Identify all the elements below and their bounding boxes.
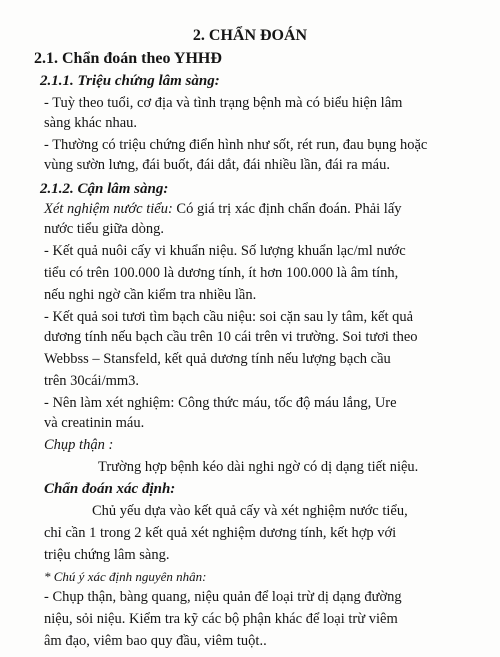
definitive-diagnosis-heading: Chẩn đoán xác định: [44,481,176,497]
paragraph-line: - Kết quả nuôi cấy vi khuẩn niệu. Số lượng khuẩn lạc/ml nước [44,243,406,259]
urine-test-text: Có giá trị xác định chẩn đoán. Phải lấy [172,201,402,217]
paragraph-line: - Tuỳ theo tuổi, cơ địa và tình trạng bệnh mà có biểu hiện lâm [44,95,403,111]
paragraph-line: triệu chứng lâm sàng. [44,547,170,563]
paragraph-line: dương tính nếu bạch cầu trên 10 cái trên vi trường. Soi tươi theo [44,329,418,345]
section-heading: 2.1. Chẩn đoán theo YHHĐ [34,50,222,67]
paragraph-line: Webbss – Stansfeld, kết quả dương tính nếu lượng bạch cầu [44,351,391,367]
paragraph-line: - Nên làm xét nghiệm: Công thức máu, tốc độ máu lắng, Ure [44,395,397,411]
subsection-heading-clinical: 2.1.1. Triệu chứng lâm sàng: [40,73,220,89]
subsection-heading-paraclinical: 2.1.2. Cận lâm sàng: [40,181,169,197]
paragraph-line: tiểu có trên 100.000 là dương tính, ít hơn 100.000 là âm tính, [44,265,399,281]
paragraph-line: âm đạo, viêm bao quy đầu, viêm tuột.. [44,633,267,649]
cause-note-heading: * Chú ý xác định nguyên nhân: [44,569,207,584]
paragraph-line: sàng khác nhau. [44,115,138,131]
paragraph-line: - Thường có triệu chứng điển hình như sốt, rét run, đau bụng hoặc [44,137,428,153]
paragraph-line: chỉ cần 1 trong 2 kết quả xét nghiệm dương tính, kết hợp với [44,525,397,541]
paragraph-line: Chủ yếu dựa vào kết quả cấy và xét nghiệm nước tiểu, [92,503,408,519]
paragraph-line [44,200,402,218]
paragraph-line: Trường hợp bệnh kéo dài nghi ngờ có dị dạng tiết niệu. [98,459,419,475]
paragraph-line: - Chụp thận, bàng quang, niệu quản để loại trừ dị dạng đường [44,589,402,605]
paragraph-line: niệu, sỏi niệu. Kiểm tra kỹ các bộ phận khác để loại trừ viêm [44,611,398,627]
paragraph-line: nước tiểu giữa dòng. [44,221,165,237]
paragraph-line: và creatinin máu. [44,415,145,431]
kidney-xray-label: Chụp thận : [44,437,114,453]
chapter-title: 2. CHẨN ĐOÁN [192,27,308,44]
paragraph-line: trên 30cái/mm3. [44,373,140,389]
paragraph-line: nếu nghi ngờ cần kiểm tra nhiều lần. [44,287,257,303]
paragraph-line: vùng sườn lưng, đái buốt, đái dắt, đái nhiều lần, đái ra máu. [44,157,390,173]
urine-test-label: Xét nghiệm nước tiểu: [44,201,173,217]
paragraph-line: - Kết quả soi tươi tìm bạch cầu niệu: soi cặn sau ly tâm, kết quả [44,309,414,325]
